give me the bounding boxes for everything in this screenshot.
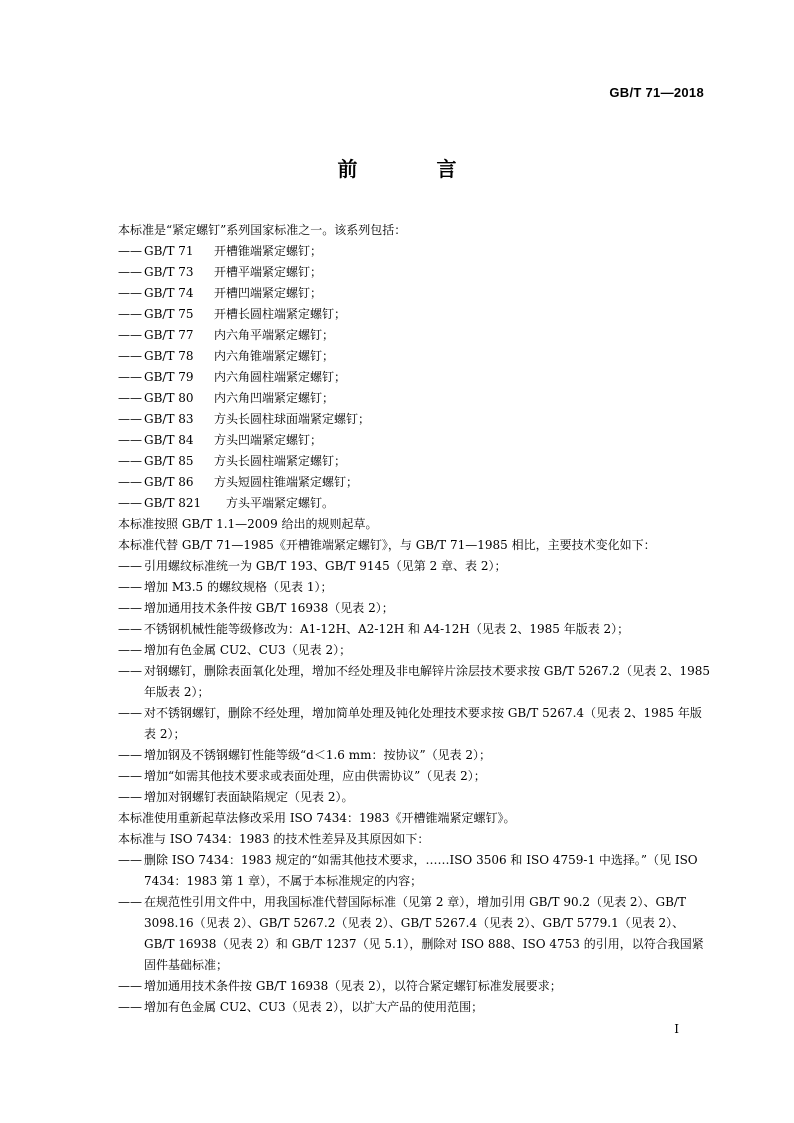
list-dash: ——	[118, 559, 142, 573]
change-text: 增加钢及不锈钢螺钉性能等级“d＜1.6 mm：按协议”（见表 2）；	[144, 748, 492, 762]
series-code: GB/T 80	[144, 391, 194, 405]
list-dash: ——	[118, 412, 142, 426]
drafting-rule-paragraph: 本标准按照 GB/T 1.1—2009 给出的规则起草。	[118, 517, 378, 531]
series-name: 方头长圆柱球面端紧定螺钉；	[214, 412, 371, 426]
list-dash: ——	[118, 790, 142, 804]
series-name: 方头凹端紧定螺钉；	[214, 433, 323, 447]
intro-paragraph: 本标准是“紧定螺钉”系列国家标准之一。该系列包括：	[118, 223, 407, 237]
series-item	[118, 451, 712, 472]
list-dash: ——	[118, 349, 142, 363]
series-code: GB/T 71	[144, 244, 194, 258]
series-list	[118, 241, 712, 514]
series-item	[118, 388, 712, 409]
series-code: GB/T 79	[144, 370, 194, 384]
list-dash: ——	[118, 580, 142, 594]
series-name: 开槽锥端紧定螺钉；	[214, 244, 323, 258]
series-item	[118, 304, 712, 325]
series-name: 内六角锥端紧定螺钉；	[214, 349, 335, 363]
list-dash: ——	[118, 643, 142, 657]
redraft-paragraph: 本标准使用重新起草法修改采用 ISO 7434：1983《开槽锥端紧定螺钉》。	[118, 811, 516, 825]
change-text: 对钢螺钉，删除表面氧化处理，增加不经处理及非电解锌片涂层技术要求按 GB/T 5267.2（见表 2、1985 年版表 2）；	[144, 664, 711, 699]
difference-text: 删除 ISO 7434：1983 规定的“如需其他技术要求，……ISO 3506 和 ISO 4759-1 中选择。”（见 ISO 7434：1983 第 1 章），不属于本标准规定的内容；	[144, 853, 698, 888]
series-item	[118, 409, 712, 430]
list-dash: ——	[118, 391, 142, 405]
series-name: 内六角平端紧定螺钉；	[214, 328, 335, 342]
series-name: 方头短圆柱锥端紧定螺钉；	[214, 475, 359, 489]
change-item	[118, 661, 712, 703]
difference-text: 增加有色金属 CU2、CU3（见表 2），以扩大产品的使用范围；	[144, 1000, 484, 1014]
list-dash: ——	[118, 286, 142, 300]
list-dash: ——	[118, 475, 142, 489]
series-code: GB/T 73	[144, 265, 194, 279]
series-code: GB/T 84	[144, 433, 194, 447]
change-item	[118, 619, 712, 640]
difference-item	[118, 850, 712, 892]
list-dash: ——	[118, 328, 142, 342]
series-name: 开槽长圆柱端紧定螺钉；	[214, 307, 347, 321]
list-dash: ——	[118, 1000, 142, 1014]
series-code: GB/T 77	[144, 328, 194, 342]
page-number: I	[674, 1022, 679, 1036]
change-text: 引用螺纹标准统一为 GB/T 193、GB/T 9145（见第 2 章、表 2）；	[144, 559, 507, 573]
difference-item	[118, 892, 712, 976]
list-dash: ——	[118, 496, 142, 510]
list-dash: ——	[118, 454, 142, 468]
foreword-body	[118, 220, 712, 1018]
list-dash: ——	[118, 895, 142, 909]
series-code: GB/T 78	[144, 349, 194, 363]
list-dash: ——	[118, 769, 142, 783]
series-code: GB/T 75	[144, 307, 194, 321]
series-name: 开槽平端紧定螺钉；	[214, 265, 323, 279]
change-item	[118, 598, 712, 619]
change-text: 增加有色金属 CU2、CU3（见表 2）；	[144, 643, 352, 657]
series-item	[118, 493, 712, 514]
change-text: 对不锈钢螺钉，删除不经处理，增加简单处理及钝化处理技术要求按 GB/T 5267.4（见表 2、1985 年版表 2）；	[144, 706, 702, 741]
series-item	[118, 283, 712, 304]
replace-intro-paragraph: 本标准代替 GB/T 71—1985《开槽锥端紧定螺钉》，与 GB/T 71—1985 相比，主要技术变化如下：	[118, 538, 656, 552]
page-title: 前 言	[337, 157, 493, 181]
change-item	[118, 640, 712, 661]
series-item	[118, 367, 712, 388]
series-item	[118, 346, 712, 367]
list-dash: ——	[118, 748, 142, 762]
list-dash: ——	[118, 622, 142, 636]
list-dash: ——	[118, 265, 142, 279]
series-item	[118, 262, 712, 283]
series-item	[118, 325, 712, 346]
series-name: 内六角圆柱端紧定螺钉；	[214, 370, 347, 384]
list-dash: ——	[118, 601, 142, 615]
list-dash: ——	[118, 244, 142, 258]
list-dash: ——	[118, 979, 142, 993]
change-text: 增加 M3.5 的螺纹规格（见表 1）；	[144, 580, 333, 594]
difference-item	[118, 997, 712, 1018]
series-name: 开槽凹端紧定螺钉；	[214, 286, 323, 300]
series-name: 方头平端紧定螺钉。	[226, 496, 335, 510]
changes-list	[118, 556, 712, 808]
series-item	[118, 430, 712, 451]
list-dash: ——	[118, 853, 142, 867]
difference-item	[118, 976, 712, 997]
series-name: 方头长圆柱端紧定螺钉；	[214, 454, 347, 468]
change-item	[118, 745, 712, 766]
change-item	[118, 577, 712, 598]
difference-text: 增加通用技术条件按 GB/T 16938（见表 2），以符合紧定螺钉标准发展要求；	[144, 979, 562, 993]
change-text: 增加“如需其他技术要求或表面处理，应由供需协议”（见表 2）；	[144, 769, 486, 783]
series-code: GB/T 821	[144, 496, 202, 510]
change-text: 不锈钢机械性能等级修改为：A1-12H、A2-12H 和 A4-12H（见表 2、1985 年版表 2）；	[144, 622, 630, 636]
change-item	[118, 766, 712, 787]
series-item	[118, 472, 712, 493]
differences-list	[118, 850, 712, 1018]
series-name: 内六角凹端紧定螺钉；	[214, 391, 335, 405]
series-code: GB/T 74	[144, 286, 194, 300]
change-text: 增加通用技术条件按 GB/T 16938（见表 2）；	[144, 601, 394, 615]
list-dash: ——	[118, 307, 142, 321]
change-item	[118, 787, 712, 808]
standard-code: GB/T 71—2018	[609, 85, 704, 100]
difference-intro-paragraph: 本标准与 ISO 7434：1983 的技术性差异及其原因如下：	[118, 832, 430, 846]
series-code: GB/T 83	[144, 412, 194, 426]
series-item	[118, 241, 712, 262]
difference-text: 在规范性引用文件中，用我国标准代替国际标准（见第 2 章），增加引用 GB/T 90.2（见表 2）、GB/T 3098.16（见表 2）、GB/T 5267.2（见表 2）、GB/T 5267.4（见表 2）、GB/T 5779.1（见表 2）、GB/T 16938（见表 2）和 GB/T 1237（见 5.1），删除对 ISO 888、ISO 4753 的引用，以符合我国紧固件基础标准；	[144, 895, 704, 972]
series-code: GB/T 85	[144, 454, 194, 468]
list-dash: ——	[118, 706, 142, 720]
change-text: 增加对钢螺钉表面缺陷规定（见表 2）。	[144, 790, 354, 804]
list-dash: ——	[118, 433, 142, 447]
change-item	[118, 556, 712, 577]
list-dash: ——	[118, 370, 142, 384]
list-dash: ——	[118, 664, 142, 678]
series-code: GB/T 86	[144, 475, 194, 489]
change-item	[118, 703, 712, 745]
